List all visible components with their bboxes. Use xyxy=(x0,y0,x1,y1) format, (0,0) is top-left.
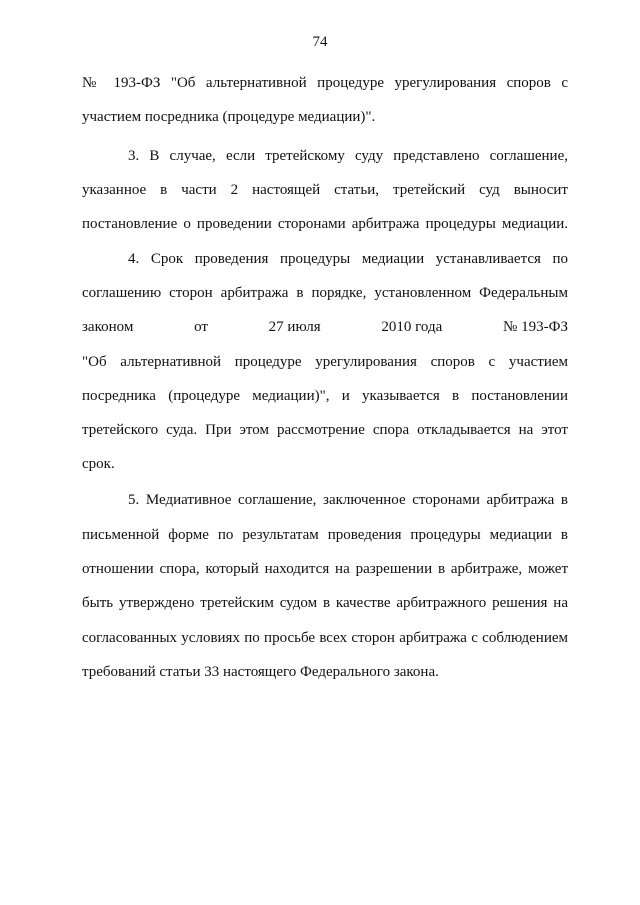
text-line: 3. В случае, если третейскому суду представлено соглашение, xyxy=(128,148,568,164)
text-line: согласованных условиях по просьбе всех сторон арбитража с соблюдением xyxy=(82,630,568,646)
text-line: соглашению сторон арбитража в порядке, установленном Федеральным xyxy=(82,285,568,301)
text-line: 4. Срок проведения процедуры медиации устанавливается по xyxy=(128,251,568,267)
text-word: законом xyxy=(82,319,134,335)
text-word: 27 июля xyxy=(268,319,321,335)
text-line: участием посредника (процедуре медиации)". xyxy=(82,109,376,125)
text-line: № 193-ФЗ "Об альтернативной процедуре урегулирования споров с xyxy=(82,75,568,91)
text-line xyxy=(82,317,568,337)
text-line: "Об альтернативной процедуре урегулирования споров с участием xyxy=(82,354,568,370)
text-line: указанное в части 2 настоящей статьи, третейский суд выносит xyxy=(82,182,568,198)
text-line: 5. Медиативное соглашение, заключенное сторонами арбитража в xyxy=(128,492,568,508)
text-line: отношении спора, который находится на разрешении в арбитраже, может xyxy=(82,561,568,577)
text-line: требований статьи 33 настоящего Федерального закона. xyxy=(82,664,439,680)
text-line: письменной форме по результатам проведения процедуры медиации в xyxy=(82,527,568,543)
text-line: постановление о проведении сторонами арбитража процедуры медиации. xyxy=(82,216,568,232)
text-line: третейского суда. При этом рассмотрение спора откладывается на этот xyxy=(82,422,568,438)
page-number: 74 xyxy=(312,34,328,50)
text-word: 2010 года xyxy=(381,319,443,335)
text-line: срок. xyxy=(82,456,115,472)
text-line: посредника (процедуре медиации)", и указывается в постановлении xyxy=(82,388,568,404)
text-word: от xyxy=(194,319,208,335)
text-line: быть утверждено третейским судом в качестве арбитражного решения на xyxy=(82,595,568,611)
text-word: № 193-ФЗ xyxy=(503,319,568,335)
